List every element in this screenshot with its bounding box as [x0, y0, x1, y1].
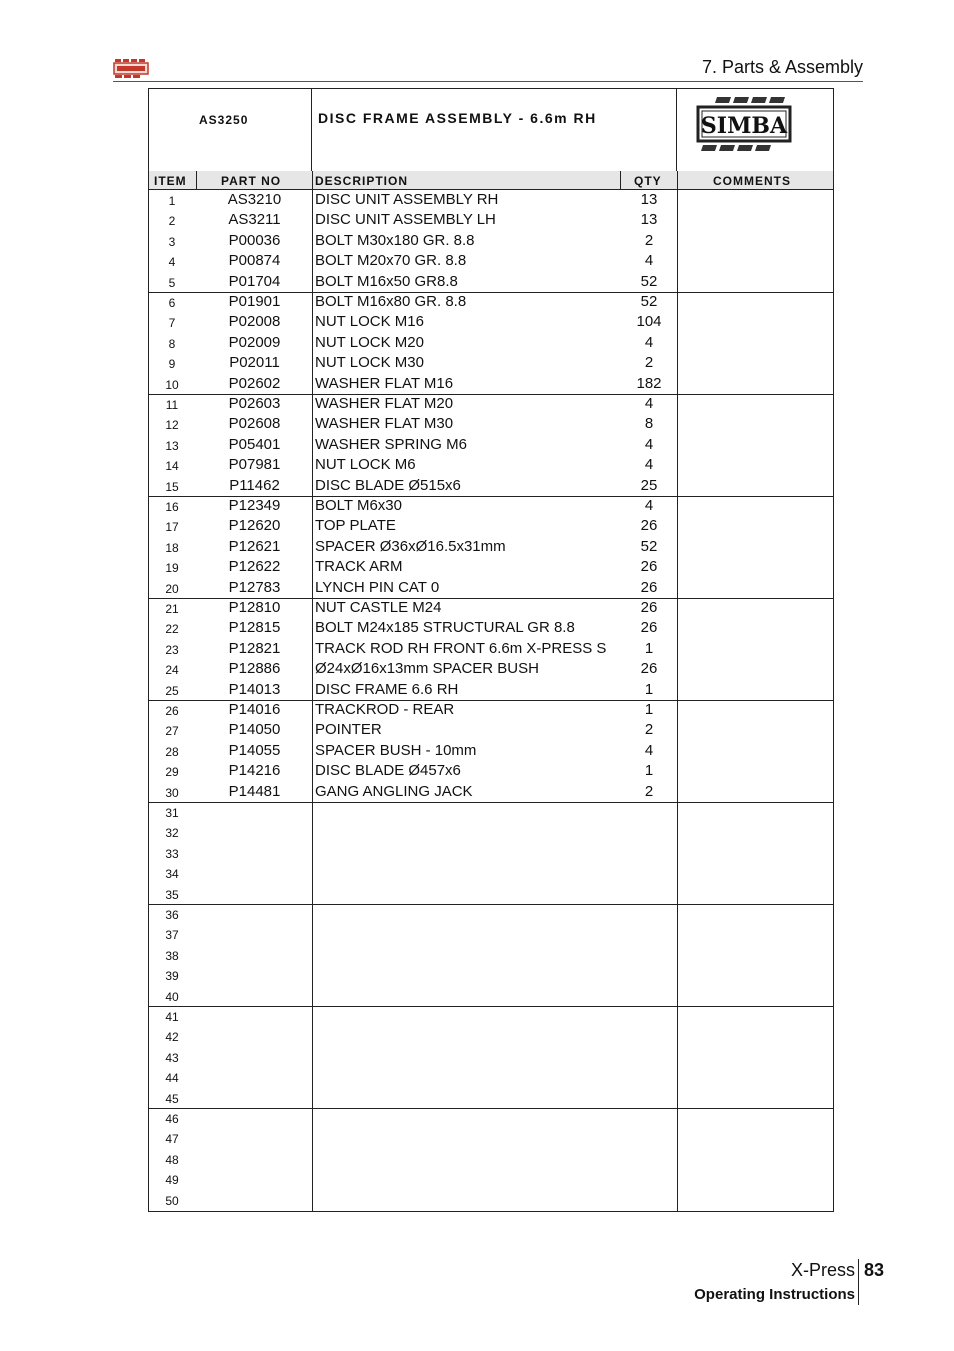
table-row — [149, 1067, 833, 1087]
row-quantity: 1 — [644, 701, 654, 718]
row-quantity: 4 — [644, 395, 654, 412]
table-row — [149, 741, 833, 761]
assembly-code-cell — [149, 89, 312, 171]
table-row — [149, 374, 833, 394]
row-part-number: P12815 — [228, 619, 281, 637]
row-item-number: 23 — [165, 642, 179, 657]
table-row — [149, 924, 833, 944]
row-item-number: 34 — [165, 867, 179, 882]
row-item-number: 42 — [165, 1030, 179, 1045]
row-item-number: 8 — [168, 336, 176, 351]
row-item-number: 31 — [165, 806, 179, 820]
row-part-number: P14055 — [228, 741, 281, 759]
footer-subtitle: Operating Instructions — [694, 1286, 855, 1303]
table-row — [149, 231, 833, 251]
row-item-number: 16 — [165, 500, 179, 514]
table-row — [149, 945, 833, 965]
row-item-number: 45 — [165, 1091, 179, 1106]
row-item-number: 15 — [165, 479, 179, 494]
row-quantity: 4 — [644, 333, 654, 351]
row-quantity: 13 — [640, 211, 658, 229]
table-row — [149, 720, 833, 740]
table-row — [149, 578, 833, 598]
table-row — [149, 292, 833, 312]
row-description: BOLT M30x180 GR. 8.8 — [315, 231, 475, 249]
row-quantity: 104 — [636, 313, 662, 331]
table-row — [149, 1190, 833, 1210]
table-row — [149, 251, 833, 271]
table-row — [149, 904, 833, 924]
table-row — [149, 884, 833, 904]
row-quantity: 4 — [644, 252, 654, 270]
row-quantity: 52 — [640, 272, 658, 290]
row-part-number: P00874 — [228, 252, 281, 270]
logo-cell — [677, 89, 833, 171]
row-description: TRACK ARM — [315, 558, 403, 576]
row-part-number: P14016 — [228, 701, 281, 718]
row-item-number: 5 — [168, 275, 176, 290]
row-quantity: 2 — [644, 354, 654, 372]
row-part-number: P14050 — [228, 721, 281, 739]
table-row — [149, 537, 833, 557]
table-row — [149, 476, 833, 496]
row-description: Ø24xØ16x13mm SPACER BUSH — [315, 660, 539, 678]
row-item-number: 47 — [165, 1132, 179, 1147]
row-part-number: P02603 — [228, 395, 281, 412]
row-description: TRACKROD - REAR — [315, 701, 455, 718]
row-item-number: 2 — [168, 214, 176, 229]
row-quantity: 26 — [640, 619, 658, 637]
row-description: NUT CASTLE M24 — [315, 599, 442, 616]
row-description: POINTER — [315, 721, 382, 739]
table-row — [149, 822, 833, 842]
table-row — [149, 1108, 833, 1128]
row-part-number: P02608 — [228, 415, 281, 433]
row-part-number: P02009 — [228, 333, 281, 351]
row-item-number: 40 — [165, 989, 179, 1004]
row-description: WASHER FLAT M20 — [315, 395, 454, 412]
parts-sheet — [148, 88, 834, 1212]
divider-desc — [620, 171, 621, 190]
section-title: 7. Parts & Assembly — [701, 57, 863, 77]
row-item-number: 36 — [165, 908, 179, 922]
row-quantity: 52 — [640, 537, 658, 555]
row-description: SPACER BUSH - 10mm — [315, 741, 477, 759]
table-row — [149, 1128, 833, 1148]
header-rule — [113, 81, 863, 82]
row-part-number: P11462 — [229, 476, 280, 494]
row-item-number: 37 — [165, 928, 179, 943]
table-row — [149, 802, 833, 822]
row-part-number: P12349 — [228, 497, 281, 514]
row-description: BOLT M16x50 GR8.8 — [315, 272, 458, 290]
row-item-number: 21 — [165, 602, 179, 616]
row-description: BOLT M20x70 GR. 8.8 — [315, 252, 467, 270]
row-item-number: 35 — [165, 887, 179, 902]
table-row — [149, 1088, 833, 1108]
row-part-number: P07981 — [228, 456, 281, 474]
row-part-number: P12821 — [228, 639, 281, 657]
row-item-number: 20 — [165, 581, 179, 596]
row-part-number: P02011 — [229, 354, 280, 372]
simba-logo-icon — [695, 95, 793, 157]
row-description: DISC BLADE Ø515x6 — [315, 476, 461, 494]
row-part-number: P14216 — [228, 762, 281, 780]
table-row — [149, 965, 833, 985]
row-item-number: 10 — [165, 377, 179, 392]
row-description: SPACER Ø36xØ16.5x31mm — [315, 537, 506, 555]
table-row — [149, 455, 833, 475]
row-item-number: 41 — [165, 1010, 179, 1024]
row-part-number: P12783 — [228, 578, 281, 596]
row-quantity: 1 — [644, 762, 654, 780]
row-item-number: 33 — [165, 846, 179, 861]
row-item-number: 12 — [165, 418, 179, 433]
row-item-number: 27 — [165, 724, 179, 739]
table-row — [149, 1149, 833, 1169]
page-number: 83 — [864, 1260, 885, 1280]
row-quantity: 26 — [640, 599, 658, 616]
column-header-row — [149, 171, 833, 190]
row-quantity: 4 — [644, 497, 654, 514]
row-description: DISC UNIT ASSEMBLY LH — [315, 211, 496, 229]
row-quantity: 26 — [640, 578, 658, 596]
row-description: BOLT M24x185 STRUCTURAL GR 8.8 — [315, 619, 575, 637]
row-part-number: P02008 — [228, 313, 281, 331]
row-part-number: AS3210 — [227, 191, 282, 208]
table-row — [149, 516, 833, 536]
row-quantity: 13 — [640, 191, 658, 208]
table-row — [149, 598, 833, 618]
table-row — [149, 1169, 833, 1189]
row-description: DISC FRAME 6.6 RH — [315, 680, 459, 698]
table-row — [149, 1047, 833, 1067]
row-item-number: 29 — [165, 765, 179, 780]
row-item-number: 18 — [165, 540, 179, 555]
row-quantity: 2 — [644, 721, 654, 739]
row-item-number: 24 — [165, 663, 179, 678]
row-item-number: 38 — [165, 948, 179, 963]
row-description: BOLT M6x30 — [315, 497, 402, 514]
row-quantity: 4 — [644, 741, 654, 759]
footer-divider — [858, 1259, 859, 1305]
row-part-number: P05401 — [228, 435, 281, 453]
table-row — [149, 659, 833, 679]
row-description: BOLT M16x80 GR. 8.8 — [315, 293, 467, 310]
col-part-no: PART NO — [221, 174, 282, 188]
logo-lettering: SIMBA — [700, 113, 788, 139]
table-row — [149, 190, 833, 210]
assembly-title-cell — [312, 89, 677, 171]
row-item-number: 30 — [165, 785, 179, 800]
row-part-number: P12621 — [228, 537, 281, 555]
table-row — [149, 353, 833, 373]
row-description: NUT LOCK M20 — [315, 333, 424, 351]
assembly-title: DISC FRAME ASSEMBLY - 6.6m RH — [318, 110, 597, 126]
row-description: GANG ANGLING JACK — [315, 782, 473, 800]
row-item-number: 50 — [165, 1193, 179, 1208]
row-item-number: 43 — [165, 1050, 179, 1065]
table-row — [149, 210, 833, 230]
col-comments: COMMENTS — [713, 174, 791, 188]
table-row — [149, 843, 833, 863]
row-item-number: 49 — [165, 1173, 179, 1188]
title-row — [149, 89, 833, 172]
row-item-number: 46 — [165, 1112, 179, 1126]
table-row — [149, 312, 833, 332]
row-item-number: 48 — [165, 1152, 179, 1167]
row-item-number: 17 — [165, 520, 179, 535]
row-part-number: P12622 — [228, 558, 281, 576]
row-description: DISC UNIT ASSEMBLY RH — [315, 191, 499, 208]
row-item-number: 1 — [168, 194, 176, 208]
row-quantity: 26 — [640, 517, 658, 535]
table-row — [149, 700, 833, 720]
table-row — [149, 782, 833, 802]
col-item: ITEM — [154, 174, 187, 188]
row-description: DISC BLADE Ø457x6 — [315, 762, 461, 780]
table-row — [149, 680, 833, 700]
row-part-number: P02602 — [228, 374, 281, 392]
row-part-number: P14481 — [228, 782, 281, 800]
row-item-number: 6 — [168, 296, 176, 310]
row-item-number: 22 — [165, 622, 179, 637]
row-part-number: P01901 — [228, 293, 281, 310]
row-description: WASHER FLAT M16 — [315, 374, 454, 392]
row-quantity: 2 — [644, 782, 654, 800]
table-row — [149, 618, 833, 638]
row-description: WASHER FLAT M30 — [315, 415, 454, 433]
row-quantity: 8 — [644, 415, 654, 433]
row-part-number: P01704 — [228, 272, 281, 290]
col-qty: QTY — [634, 174, 662, 188]
table-row — [149, 414, 833, 434]
row-part-number: P00036 — [228, 231, 281, 249]
col-description: DESCRIPTION — [315, 174, 409, 188]
table-row — [149, 496, 833, 516]
table-row — [149, 761, 833, 781]
table-row — [149, 394, 833, 414]
row-item-number: 7 — [168, 316, 176, 331]
row-quantity: 25 — [640, 476, 658, 494]
assembly-code: AS3250 — [199, 113, 249, 127]
row-item-number: 19 — [165, 561, 179, 576]
row-description: NUT LOCK M6 — [315, 456, 416, 474]
table-row — [149, 272, 833, 292]
divider-item — [196, 171, 197, 190]
table-row — [149, 557, 833, 577]
row-item-number: 9 — [168, 357, 176, 372]
row-part-number: P12886 — [228, 660, 281, 678]
row-quantity: 182 — [636, 374, 662, 392]
row-item-number: 25 — [165, 683, 179, 698]
row-quantity: 4 — [644, 456, 654, 474]
row-description: TRACK ROD RH FRONT 6.6m X-PRESS S — [315, 639, 607, 657]
row-item-number: 3 — [168, 234, 176, 249]
row-quantity: 1 — [644, 639, 654, 657]
row-item-number: 13 — [165, 438, 179, 453]
table-row — [149, 1006, 833, 1026]
row-description: WASHER SPRING M6 — [315, 435, 467, 453]
row-part-number: AS3211 — [228, 211, 281, 229]
row-part-number: P12620 — [228, 517, 281, 535]
row-quantity: 1 — [644, 680, 654, 698]
table-row — [149, 986, 833, 1006]
row-item-number: 28 — [165, 744, 179, 759]
row-part-number: P14013 — [228, 680, 281, 698]
row-description: NUT LOCK M16 — [315, 313, 424, 331]
row-quantity: 2 — [644, 231, 654, 249]
table-row — [149, 435, 833, 455]
row-item-number: 39 — [165, 969, 179, 984]
row-quantity: 4 — [644, 435, 654, 453]
row-item-number: 26 — [165, 704, 179, 718]
row-quantity: 52 — [640, 293, 658, 310]
row-item-number: 4 — [168, 255, 176, 270]
table-row — [149, 1026, 833, 1046]
table-row — [149, 333, 833, 353]
row-quantity: 26 — [640, 558, 658, 576]
row-description: LYNCH PIN CAT 0 — [315, 578, 440, 596]
simba-small-logo-icon — [113, 58, 149, 80]
footer-product: X-Press — [790, 1260, 855, 1280]
row-description: NUT LOCK M30 — [315, 354, 424, 372]
row-item-number: 14 — [165, 459, 179, 474]
row-item-number: 32 — [165, 826, 179, 841]
row-quantity: 26 — [640, 660, 658, 678]
row-item-number: 44 — [165, 1071, 179, 1086]
row-item-number: 11 — [165, 398, 179, 412]
row-part-number: P12810 — [228, 599, 281, 616]
table-row — [149, 863, 833, 883]
row-description: TOP PLATE — [315, 517, 396, 535]
table-row — [149, 639, 833, 659]
